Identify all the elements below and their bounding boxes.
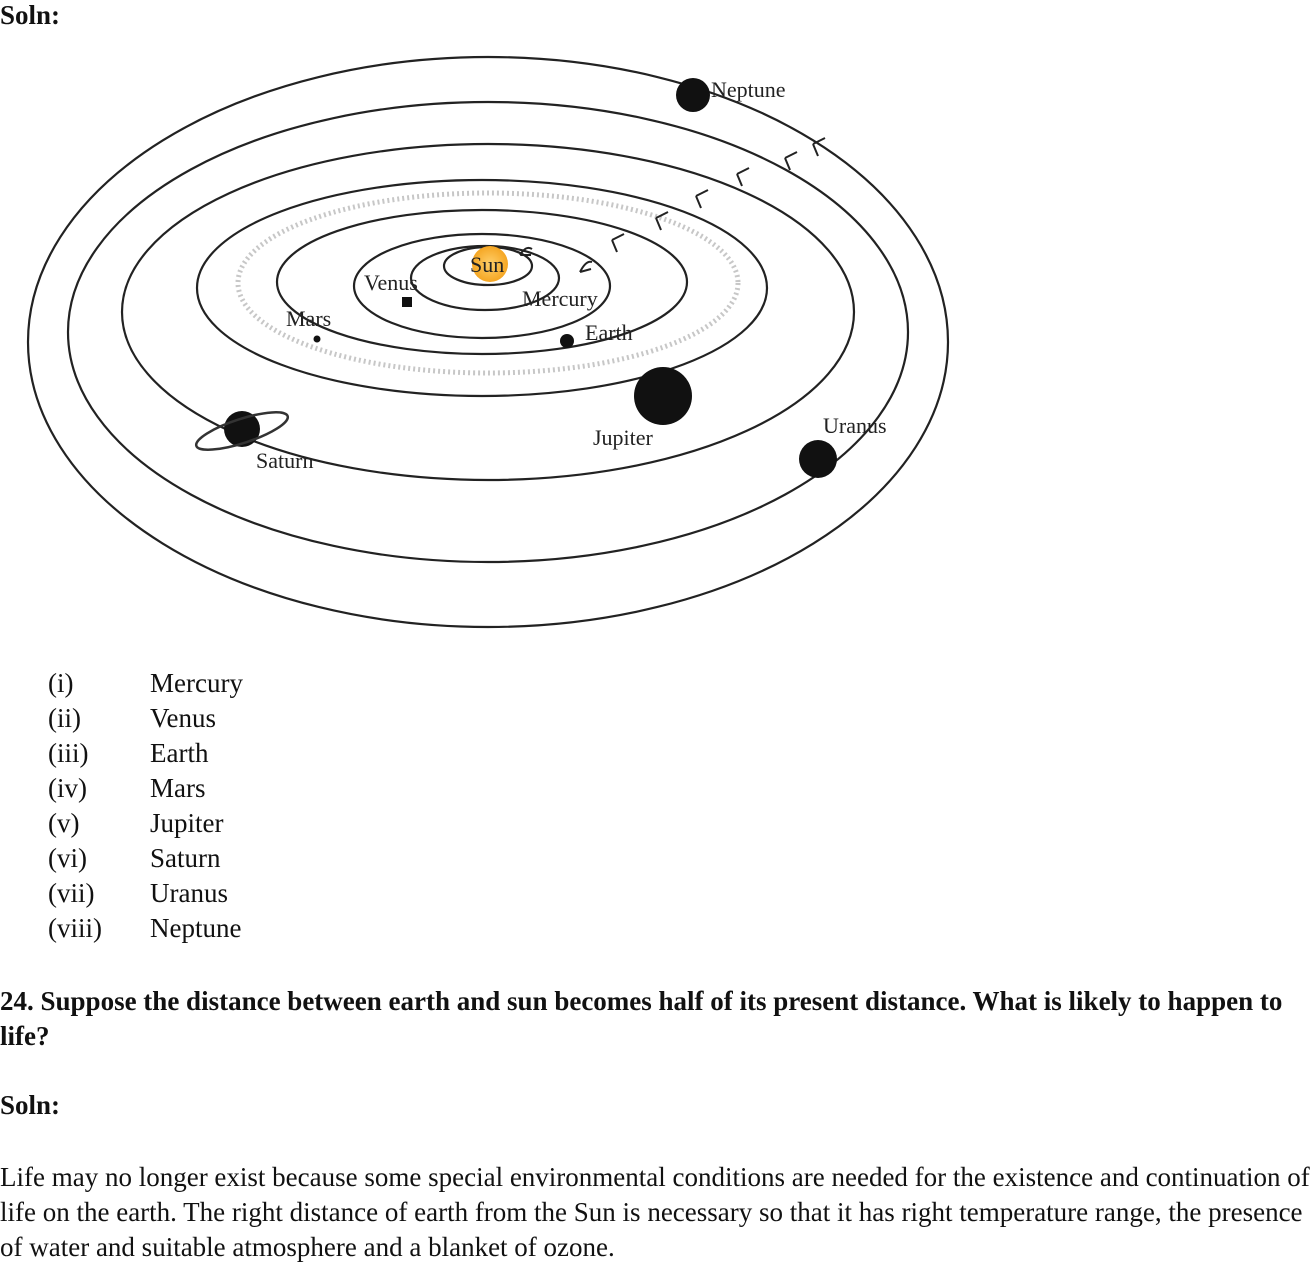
uranus-label: Uranus (823, 413, 887, 438)
list-item: (ii) Venus (48, 703, 216, 733)
mars-icon (314, 336, 321, 343)
list-item: (v) Jupiter (48, 808, 224, 838)
list-item: (iii) Earth (48, 738, 209, 768)
soln-label: Soln: (0, 1090, 61, 1120)
orbit-direction-arrows (520, 138, 825, 272)
jupiter-label: Jupiter (593, 425, 653, 450)
neptune-orbit (28, 57, 948, 627)
neptune-label: Neptune (711, 77, 786, 102)
uranus-icon (799, 440, 837, 478)
earth-icon (560, 334, 574, 348)
solar-system-diagram (20, 50, 960, 650)
earth-label: Earth (585, 320, 633, 345)
list-item: (viii) Neptune (48, 913, 242, 943)
mercury-label: Mercury (522, 286, 598, 311)
neptune-icon (676, 78, 710, 112)
answer-text: Life may no longer exist because some special environmental conditions are needed for the existence and continuation of life on the earth. The right distance of earth from the Sun is necessary so that it has right temperature range, the presence of water and suitable atmosphere and a blanket of ozone. (0, 1162, 1310, 1262)
sun-label: Sun (470, 252, 505, 277)
asteroid-belt (238, 193, 738, 373)
jupiter-icon (634, 367, 692, 425)
list-item: (iv) Mars (48, 773, 206, 803)
mars-label: Mars (286, 306, 332, 331)
venus-label: Venus (364, 270, 418, 295)
list-item: (i) Mercury (48, 668, 243, 698)
jupiter-orbit (197, 180, 767, 396)
question-text: 24. Suppose the distance between earth and sun becomes half of its present distance. What is likely to happen to life? (0, 986, 1283, 1051)
planet-list (48, 666, 243, 946)
list-item: (vi) Saturn (48, 843, 221, 873)
venus-icon (402, 297, 412, 307)
soln-label: Soln: (0, 0, 61, 30)
uranus-orbit (68, 102, 908, 562)
saturn-label: Saturn (256, 448, 314, 473)
list-item: (vii) Uranus (48, 878, 228, 908)
